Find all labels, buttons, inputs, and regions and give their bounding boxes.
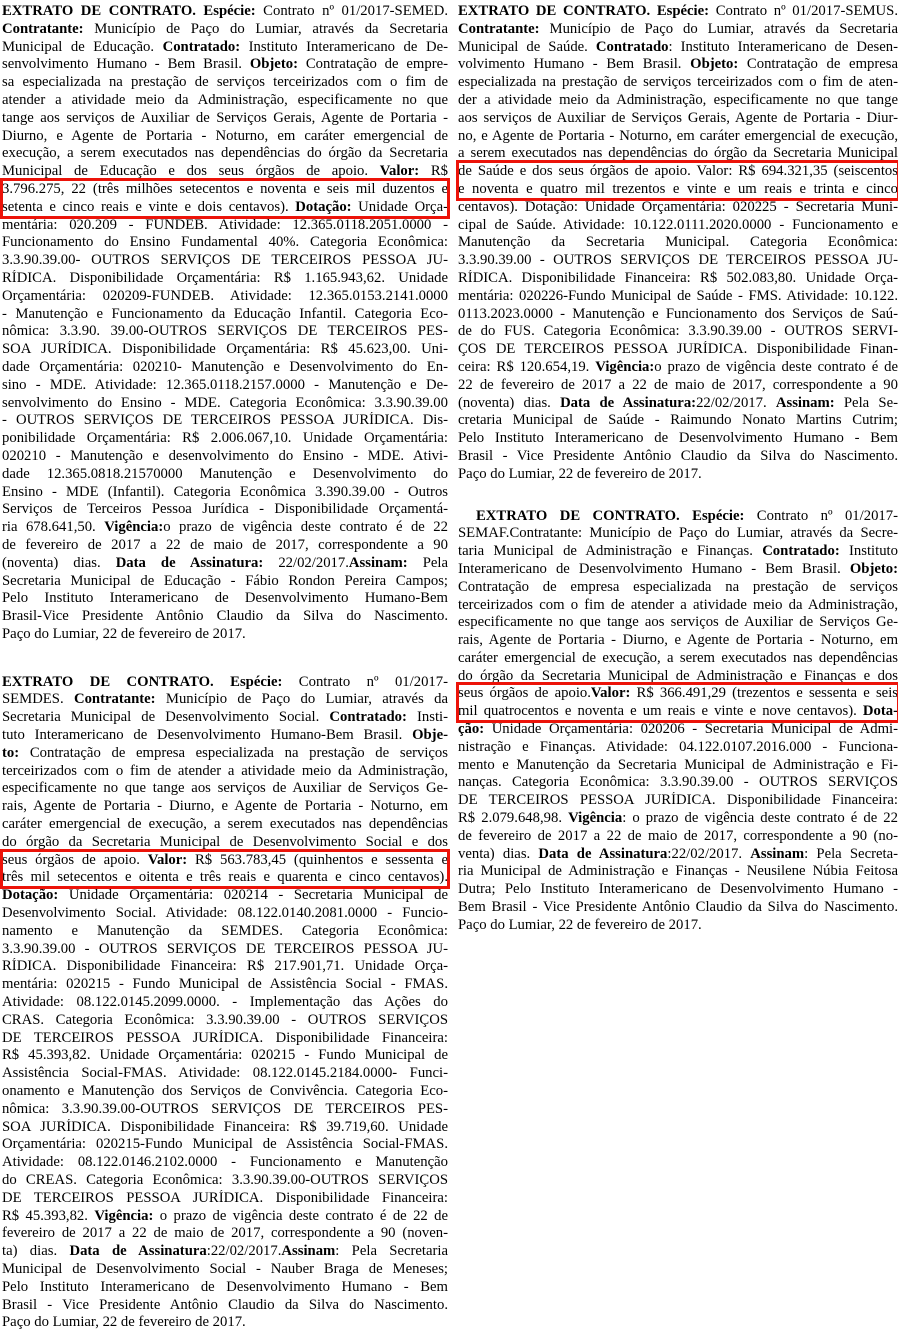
text-line: sino - MDE. Atividade: 12.365.0118.2157.0000 - Manutenção e De- (2, 376, 448, 393)
text-line: de Saúde e dos seus órgãos de apoio. Valor: R$ 694.321,35 (seiscentos (458, 163, 898, 180)
text-line: mentária: 020215 - Fundo Municipal de Assistência Social - FMAS. (2, 976, 448, 993)
text-line: Secretaria Municipal de Educação - Fábio Rondon Pereira Campos; (2, 572, 448, 589)
text-line: R$ 45.393,82. Unidade Orçamentária: 020215 - Fundo Municipal de (2, 1047, 448, 1064)
text-line: caráter emergencial de execução, a serem executados nas dependências (458, 649, 898, 666)
text-line: venta) dias. Data de Assinatura:22/02/2017. Assinam: Pela Secreta- (458, 845, 898, 862)
text-line: ponibilidade Orçamentária: R$ 2.006.067,10. Unidade Orçamentária: (2, 430, 448, 447)
text-line: senvolvimento do Ensino - MDE. Categoria Econômica: 3.3.90.39.00 (2, 394, 448, 411)
field-label: Data de Assinatura (538, 845, 668, 862)
text-line: 22 de fevereiro de 2017 a 22 de maio de 2017, correspondente a 90 (458, 376, 898, 393)
text-line: 0113.2023.0000 - Manutenção e Funcionamento dos Serviços de Saú- (458, 305, 898, 322)
field-label: Contratado: (162, 38, 241, 55)
text-line: Contratante: Município de Paço do Lumiar, através da Secretaria (458, 20, 898, 37)
text-line: 3.796.275, 22 (três milhões setecentos e noventa e seis mil duzentos e (2, 180, 448, 197)
text-line: Paço do Lumiar, 22 de fevereiro de 2017. (458, 916, 702, 933)
field-label: Contratado (595, 38, 669, 55)
text-line: DE TERCEIROS PESSOA JURÍDICA. Disponibilidade Financeira: (2, 1189, 448, 1206)
text-line: Serviços de Terceiros Pessoa Jurídica - Disponibilidade Orçamentá- (2, 501, 448, 518)
field-label: Contratado: (762, 543, 840, 560)
text-line: a serem executados nas dependências do órgão da Secretaria Municipal (458, 145, 898, 162)
text-line: - Manutenção e Funcionamento da Educação Infantil. Categoria Eco- (2, 305, 448, 322)
field-label: Valor: (379, 163, 420, 180)
field-label: Contratante: (458, 20, 540, 37)
column-left (2, 3, 448, 1332)
text-line: R$ 2.079.648,98. Vigência: o prazo de vigência deste contrato é de 22 (458, 810, 898, 827)
extract-semed (2, 3, 448, 644)
field-label: Vigência: (595, 358, 655, 375)
text-line: RÍDICA. Disponibilidade Orçamentária: R$ 1.165.943,62. Unidade (2, 269, 448, 286)
field-label: Assinam (281, 1243, 336, 1260)
text-line: DE TERCEIROS PESSOA JURÍDICA. Disponibilidade Financeira: (2, 1029, 448, 1046)
text-line: senvolvimento Humano - Bem Brasil. Objeto: Contratação de empre- (2, 56, 448, 73)
text-line: Secretaria Municipal de Desenvolvimento Social. Contratado: Insti- (2, 709, 448, 726)
text-line: especificamente no que tange aos serviços de Auxiliar de Serviços Ge- (458, 614, 898, 631)
text-line: to: Contratação de empresa especializada na prestação de serviços (2, 744, 448, 761)
text-line: do órgão da Secretaria Municipal de Administração e Finanças e dos (458, 667, 898, 684)
text-line: do CREAS. Categoria Econômica: 3.3.90.39.00-OUTROS SERVIÇOS (2, 1172, 448, 1188)
text-line: Bem Brasil - Vice Presidente Antônio Claudio da Silva do Nascimento. (458, 899, 898, 916)
text-line: ceira: R$ 120.654,19. Vigência:o prazo de vigência deste contrato é de (458, 358, 898, 375)
text-line: Atividade: 08.122.0145.2099.0000. - Implementação das Ações do (2, 994, 448, 1011)
text-line: Brasil - Vice Presidente Antônio Claudio da Silva do Nascimento. (2, 1296, 448, 1313)
field-label: Objeto: (249, 56, 298, 73)
text-line: EXTRATO DE CONTRATO. Espécie: Contrato nº 01/2017-SEMUS. (458, 3, 898, 19)
text-line: namento e Manutenção da SEMDES. Categoria Econômica: (2, 922, 448, 939)
text-line: Atividade: 08.122.0146.2102.0000 - Funcionamento e Manutenção (2, 1154, 448, 1171)
field-label: Data de Assinatura: (560, 394, 697, 411)
text-line: centavos). Dotação: Unidade Orçamentária: 020225 - Secretaria Muni- (458, 198, 898, 215)
field-label: Data de Assinatura: (115, 554, 264, 571)
text-line: três mil setecentos e oitenta e três reais e quarenta e cinco centavos). (2, 869, 448, 886)
text-line: nistração e Finanças. Atividade: 04.122.0107.2016.000 - Funciona- (458, 738, 898, 755)
text-line: Municipal de Educação. Contratado: Instituto Interamericano de De- (2, 38, 448, 55)
text-line: setenta e cinco reais e vinte e dois centavos). Dotação: Unidade Orça- (2, 198, 448, 215)
text-line: R$ 45.393,82. Vigência: o prazo de vigência deste contrato é de 22 de (2, 1207, 448, 1224)
text-line: nômica: 3.3.90.39.00-OUTROS SERVIÇOS DE TERCEIROS PES- (2, 1100, 448, 1117)
text-line: fevereiro de 2017 a 22 de maio de 2017, correspondente a 90 (noven- (2, 1225, 448, 1242)
field-label: EXTRATO DE CONTRATO. Espécie: (476, 507, 745, 524)
text-line: ção: Unidade Orçamentária: 020206 - Secretaria Municipal de Admi- (458, 721, 898, 738)
text-line: Paço do Lumiar, 22 de fevereiro de 2017. (2, 625, 246, 642)
text-line: Orçamentária: 020209-FUNDEB. Atividade: 12.365.0153.2141.0000 (2, 287, 448, 304)
value-highlight-box-semed (2, 181, 448, 217)
text-line: Interamericano de Desenvolvimento Humano - Bem Brasil. Objeto: (458, 560, 898, 577)
text-line: Paço do Lumiar, 22 de fevereiro de 2017. (458, 465, 702, 482)
text-line: Municipal de Saúde. Contratado: Instituto Interamericano de Desen- (458, 38, 898, 55)
text-line: Manutenção da Secretaria Municipal. Categoria Econômica: (458, 234, 898, 251)
text-line: cretaria Municipal de Saúde - Raimundo Nonato Martins Cutrim; (458, 412, 898, 429)
text-line: especializada na prestação de serviços terceirizados com o fim de aten- (458, 74, 898, 91)
field-label: Assinam: (348, 554, 408, 571)
text-line: ria 678.641,50. Vigência:o prazo de vigência deste contrato é de 22 (2, 519, 448, 536)
field-label: EXTRATO DE CONTRATO. Espécie: (2, 673, 283, 690)
value-highlight-box-semaf (458, 685, 898, 721)
text-line: Assistência Social-FMAS. Atividade: 08.122.0145.2184.0000- Funci- (2, 1065, 448, 1082)
text-line: 3.3.90.39.00 - OUTROS SERVIÇOS DE TERCEIROS PESSOA JU- (458, 252, 898, 269)
text-line: ria Municipal de Administração e Finanças - Neusilene Núbia Feitosa (458, 863, 898, 880)
column-right (458, 3, 898, 1332)
text-line: cipal de Saúde. Atividade: 10.122.0111.2020.0000 - Funcionamento e (458, 216, 898, 233)
text-line: onamento e Manutenção dos Serviços de Convivência. Categoria Eco- (2, 1083, 448, 1100)
field-label: Objeto: (849, 560, 898, 577)
text-line: aos serviços de Auxiliar de Serviços Gerais, Agente de Portaria - Diur- (458, 109, 898, 126)
text-line: CRAS. Categoria Econômica: 3.3.90.39.00 - OUTROS SERVIÇOS (2, 1011, 448, 1028)
text-line: terceirizados com o fim de atender a atividade meio da Administração, (458, 596, 898, 613)
text-line: Brasil-Vice Presidente Antônio Claudio da Silva do Nascimento. (2, 608, 448, 625)
value-highlight-box-semdes (2, 852, 448, 888)
field-label: to: (2, 744, 20, 761)
text-line: RÍDICA. Disponibilidade Financeira: R$ 217.901,71. Unidade Orça- (2, 958, 448, 975)
text-line: Pelo Instituto Interamericano de Desenvolvimento Humano - Bem (458, 430, 898, 447)
field-label: Dotação: (295, 198, 352, 215)
text-line: ta) dias. Data de Assinatura:22/02/2017.Assinam: Pela Secretaria (2, 1243, 448, 1260)
text-line: volvimento Humano - Bem Brasil. Objeto: Contratação de empresa (458, 56, 898, 73)
text-line: (noventa) dias. Data de Assinatura:22/02/2017. Assinam: Pela Se- (458, 394, 898, 411)
text-line: caráter emergencial de execução, a serem executados nas dependências (2, 816, 448, 833)
text-line: nanças. Categoria Econômica: 3.3.90.39.00 - OUTROS SERVIÇOS (458, 774, 898, 791)
text-line: do órgão da Secretaria Municipal de Desenvolvimento Social e dos (2, 833, 448, 850)
text-line: seus órgãos de apoio. Valor: R$ 563.783,45 (quinhentos e sessenta e (2, 851, 448, 868)
text-line: dade Orçamentária: 020210- Manutenção e Desenvolvimento do En- (2, 358, 448, 375)
text-line: Paço do Lumiar, 22 de fevereiro de 2017. (2, 1314, 246, 1331)
text-line: Contratação de empresa especializada na prestação de serviços (458, 578, 898, 595)
text-line: Funcionamento do Ensino Fundamental 40%. Categoria Econômica: (2, 234, 448, 251)
text-line: Desenvolvimento Social. Atividade: 08.122.0140.2081.0000 - Funcio- (2, 905, 448, 922)
extract-semdes (2, 674, 448, 1332)
text-line: de fevereiro de 2017 a 22 de maio de 2017, correspondente a 90 (2, 536, 448, 553)
text-line: execução, a serem executados nas dependências do órgão da Secretaria (2, 145, 448, 162)
text-line: 3.3.90.39.00- OUTROS SERVIÇOS DE TERCEIROS PESSOA JU- (2, 252, 448, 269)
text-line: no, e Agente de Portaria - Noturno, em caráter emergencial de execução, (458, 127, 898, 144)
text-line: atender a atividade meio da Administração, especificamente no que (2, 91, 448, 108)
text-line: Municipal de Educação e dos seus órgãos de apoio. Valor: R$ (2, 163, 448, 180)
field-label: Valor: (147, 851, 188, 868)
field-label: Valor: (590, 685, 631, 702)
text-line: mil quatrocentos e noventa e um reais e vinte e nove centavos). Dota- (458, 703, 898, 720)
text-line: 020210 - Manutenção e desenvolvimento do Ensino - MDE. Ativi- (2, 447, 448, 464)
text-line: tange aos serviços de Auxiliar de Serviços Gerais, Agente de Portaria - (2, 109, 448, 126)
text-line: Pelo Instituto Interamericano de Desenvolvimento Humano - Bem (2, 1278, 448, 1295)
text-line: Dutra; Pelo Instituto Interamericano de Desenvolvimento Humano - (458, 881, 898, 898)
text-line: de do FUS. Categoria Econômica: 3.3.90.39.00 - OUTROS SERVI- (458, 323, 898, 340)
field-label: EXTRATO DE CONTRATO. Espécie: (2, 3, 256, 19)
field-label: Obje- (412, 727, 448, 744)
extract-semaf (458, 508, 898, 935)
text-line: RÍDICA. Disponibilidade Financeira: R$ 502.083,80. Unidade Orça- (458, 269, 898, 286)
field-label: Vigência: (104, 519, 164, 536)
text-line: sa especializada na prestação de serviços terceirizados com o fim de (2, 74, 448, 91)
field-label: EXTRATO DE CONTRATO. Espécie: (458, 3, 710, 19)
extract-semus (458, 3, 898, 484)
field-label: Assinam (750, 845, 805, 862)
value-highlight-box-semus (458, 163, 898, 199)
field-label: Vigência: (94, 1207, 154, 1224)
field-label: Vigência (568, 810, 623, 827)
field-label: Contratante: (73, 691, 156, 708)
text-line: Ensino - MDE (Infantil). Categoria Econômica 3.390.39.00 - Outros (2, 483, 448, 500)
text-line: SOA JURÍDICA. Disponibilidade Orçamentária: R$ 45.623,00. Uni- (2, 341, 448, 358)
text-line: Pelo Instituto Interamericano de Desenvolvimento Humano-Bem (2, 590, 448, 607)
field-label: Dota- (862, 703, 898, 720)
text-line: mentária: 020226-Fundo Municipal de Saúde - FMS. Atividade: 10.122. (458, 287, 898, 304)
text-line: mento e Manutenção da Secretaria Municipal de Administração e Fi- (458, 756, 898, 773)
text-line: seus órgãos de apoio.Valor: R$ 366.491,29 (trezentos e sessenta e seis (458, 685, 898, 702)
text-line: SEMDES. Contratante: Município de Paço do Lumiar, através da (2, 691, 448, 708)
text-line: Diurno, e Agente de Portaria - Noturno, em caráter emergencial de (2, 127, 448, 144)
text-line: - OUTROS SERVIÇOS DE TERCEIROS PESSOA JURÍDICA. Dis- (2, 412, 448, 429)
text-line: mentária: 020.209 - FUNDEB. Atividade: 12.365.0118.2051.0000 - (2, 216, 448, 233)
text-line: EXTRATO DE CONTRATO. Espécie: Contrato nº 01/2017-SEMED. (2, 3, 448, 19)
field-label: ção: (458, 721, 485, 738)
text-line: ÇOS DE TERCEIROS PESSOA JURÍDICA. Disponibilidade Finan- (458, 341, 898, 358)
field-label: Data de Assinatura (69, 1243, 207, 1260)
text-line: der a atividade meio da Administração, especificamente no que tange (458, 91, 898, 108)
text-line: Brasil - Vice Presidente Antônio Claudio da Silva do Nascimento. (458, 447, 898, 464)
text-line: 3.3.90.39.00 - OUTROS SERVIÇOS DE TERCEIROS PESSOA JU- (2, 940, 448, 957)
text-line: taria Municipal de Administração e Finanças. Contratado: Instituto (458, 543, 898, 560)
field-label: Contratado: (329, 709, 407, 726)
text-line: DE TERCEIROS PESSOA JURÍDICA. Disponibilidade Financeira: (458, 792, 898, 809)
text-line: de fevereiro de 2017 a 22 de maio de 2017, correspondente a 90 (no- (458, 827, 898, 844)
text-line: terceirizados com o fim de atender a atividade meio da Administração, (2, 762, 448, 779)
text-line: EXTRATO DE CONTRATO. Espécie: Contrato nº 01/2017- (476, 507, 898, 524)
text-line: (noventa) dias. Data de Assinatura: 22/02/2017.Assinam: Pela (2, 554, 448, 571)
text-line: Dotação: Unidade Orçamentária: 020214 - Secretaria Municipal de (2, 887, 448, 904)
field-label: Dotação: (2, 887, 59, 904)
text-line: nômica: 3.3.90. 39.00-OUTROS SERVIÇOS DE TERCEIROS PES- (2, 323, 448, 340)
text-line: rais, Agente de Portaria - Diurno, e Agente de Portaria - Noturno, em (2, 798, 448, 815)
text-line: Municipal de Desenvolvimento Social - Nauber Braga de Meneses; (2, 1260, 448, 1277)
text-line: e noventa e quatro mil trezentos e vinte e um reais e trinta e cinco (458, 180, 898, 197)
text-line: Orçamentária: 020215-Fundo Municipal de Assistência Social-FMAS. (2, 1136, 448, 1153)
field-label: Objeto: (690, 56, 739, 73)
text-line: EXTRATO DE CONTRATO. Espécie: Contrato nº 01/2017- (2, 673, 448, 690)
text-line: especificamente no que tange aos serviços de Auxiliar de Serviços Ge- (2, 780, 448, 797)
text-line: dade 12.365.0818.21570000 Manutenção e Desenvolvimento do (2, 465, 448, 482)
text-line: Contratante: Município de Paço do Lumiar, através da Secretaria (2, 20, 448, 37)
text-line: SOA JURÍDICA. Disponibilidade Financeira: R$ 39.719,60. Unidade (2, 1118, 448, 1135)
text-line: tuto Interamericano de Desenvolvimento Humano-Bem Brasil. Obje- (2, 727, 448, 744)
field-label: Assinam: (775, 394, 835, 411)
field-label: Contratante: (2, 20, 84, 37)
text-line: rais, Agente de Portaria - Diurno, e Agente de Portaria - Noturno, em (458, 632, 898, 649)
text-line: SEMAF.Contratante: Município de Paço do Lumiar, através da Secre- (458, 525, 898, 542)
